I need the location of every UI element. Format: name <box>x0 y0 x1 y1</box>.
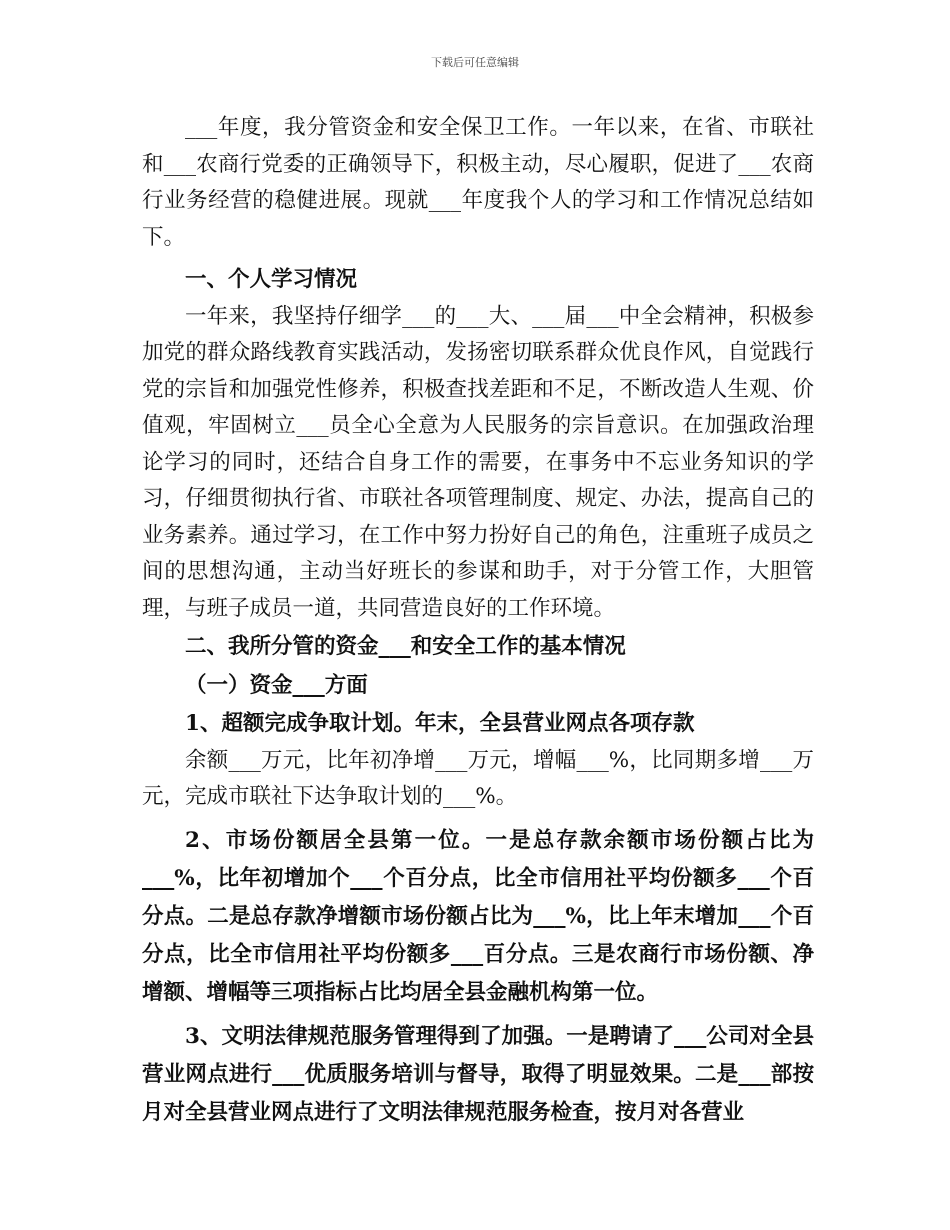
section-heading-2: 二、我所分管的资金___和安全工作的基本情况 <box>185 634 626 659</box>
study-paragraph: 一年来，我坚持仔细学___的___大、___届___中全会精神，积极参加党的群众路线教育实践活动，发扬密切联系群众优良作风，自觉践行党的宗旨和加强党性修养，积极查找差距和不足，不断改造人生观、价值观，牢固树立___员全心全意为人民服务的宗旨意识。在加强政治理论学习的同时，还结合自身工作的需要，在事务中不忘业务知识的学习，仔细贯彻执行省、市联社各项管理制度、规定、办法，提高自己的业务素养。通过学习，在工作中努力扮好自己的角色，注重班子成员之间的思想沟通，主动当好班长的参谋和助手，对于分管工作，大胆管理，与班子成员一道，共同营造良好的工作环境。 <box>142 303 814 621</box>
item-paragraph-1: 余额___万元，比年初净增___万元，增幅___%，比同期多增___万元，完成市联社下达争取计划的___%。 <box>142 747 814 809</box>
subsection-heading-funds: （一）资金___方面 <box>185 672 368 698</box>
section-heading-1: 一、个人学习情况 <box>185 267 358 292</box>
item-paragraph-3: 3、文明法律规范服务管理得到了加强。一是聘请了___公司对全县营业网点进行___优质服务培训与督导，取得了明显效果。二是___部按月对全县营业网点进行了文明法律规范服务检查，按月对各营业 <box>142 1023 814 1125</box>
intro-paragraph: ___年度，我分管资金和安全保卫工作。一年以来，在省、市联社和___农商行党委的正确领导下，积极主动，尽心履职，促进了___农商行业务经营的稳健进展。现就___年度我个人的学习和工作情况总结如下。 <box>142 115 814 250</box>
page-header: 下载后可任意编辑 <box>431 56 519 69</box>
item-heading-1: 1、超额完成争取计划。年末，全县营业网点各项存款 <box>185 711 695 736</box>
item-paragraph-2: 2、市场份额居全县第一位。一是总存款余额市场份额占比为___%，比年初增加个___个百分点，比全市信用社平均份额多___个百分点。二是总存款净增额市场份额占比为___%，比上年末增加___个百分点，比全市信用社平均份额多___百分点。三是农商行市场份额、净增额、增幅等三项指标占比均居全县金融机构第一位。 <box>142 827 814 1005</box>
document-body <box>142 110 814 1132</box>
